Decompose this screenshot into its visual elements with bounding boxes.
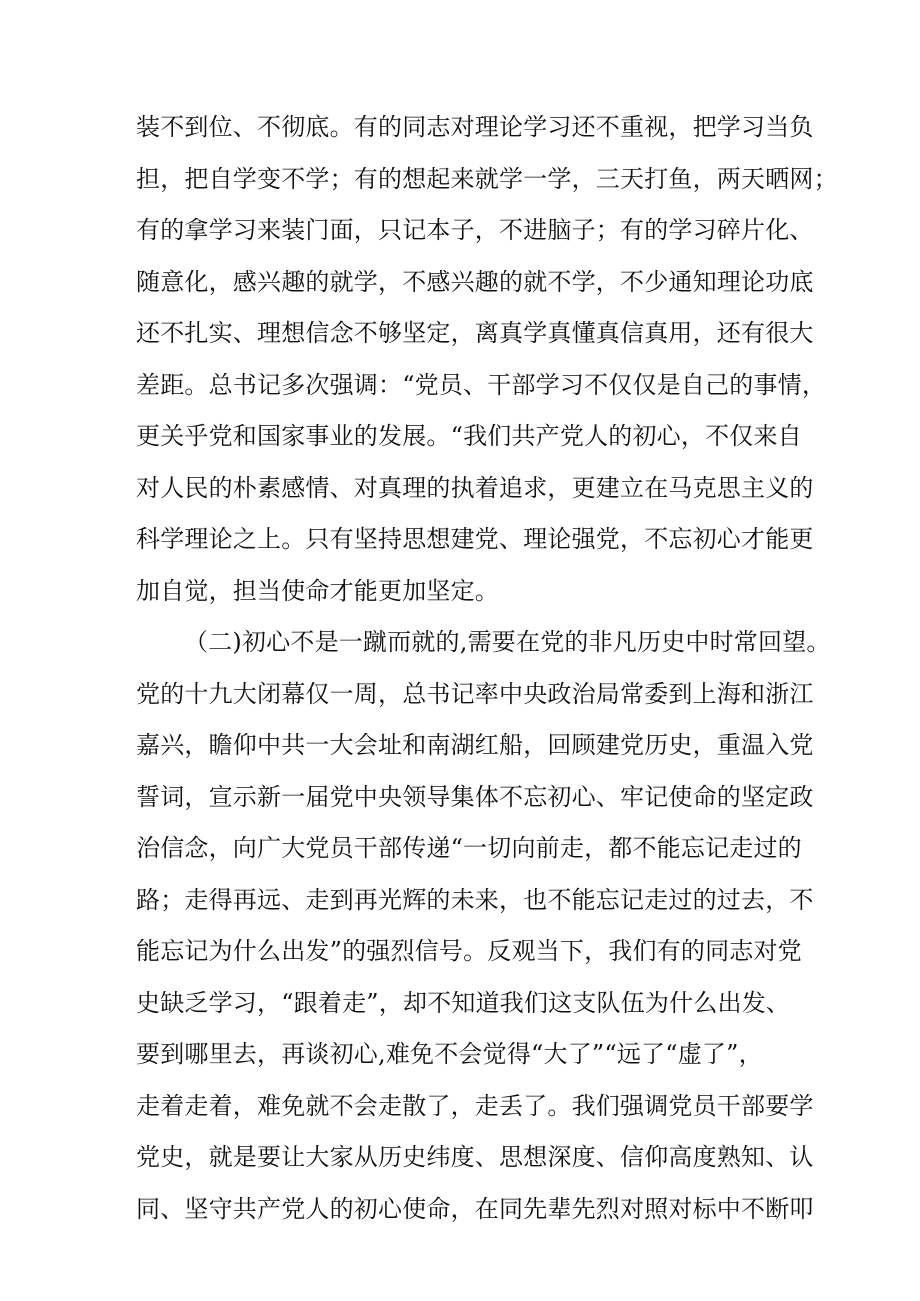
- text-line: 誓词，宣示新一届党中央领导集体不忘初心、牢记使命的坚定政: [136, 783, 814, 811]
- text-line: 党史，就是要让大家从历史纬度、思想深度、信仰高度熟知、认: [136, 1143, 814, 1171]
- text-line: 更关乎党和国家事业的发展。“我们共产党人的初心，不仅来自: [136, 422, 802, 450]
- text-line: 嘉兴，瞻仰中共一大会址和南湖红船，回顾建党历史，重温入党: [136, 731, 814, 759]
- text-line: 随意化，感兴趣的就学，不感兴趣的就不学，不少通知理论功底: [136, 268, 814, 296]
- text-line: 加自觉，担当使命才能更加坚定。: [136, 577, 499, 605]
- text-line: 党的十九大闭幕仅一周，总书记率中央政治局常委到上海和浙江: [136, 680, 814, 708]
- text-line: 治信念，向广大党员干部传递“一切向前走，都不能忘记走过的: [136, 834, 802, 862]
- text-line: 走着走着，难免就不会走散了，走丢了。我们强调党员干部要学: [136, 1092, 814, 1120]
- text-line: 史缺乏学习，“跟着走”，却不知道我们这支队伍为什么出发、: [136, 989, 791, 1017]
- text-line: 对人民的朴素感情、对真理的执着追求，更建立在马克思主义的: [136, 474, 814, 502]
- text-line: 能忘记为什么出发”的强烈信号。反观当下，我们有的同志对党: [136, 937, 802, 965]
- text-line: 科学理论之上。只有坚持思想建党、理论强党，不忘初心才能更: [136, 525, 814, 553]
- section-heading-line: （二)初心不是一蹴而就的,需要在党的非凡历史中时常回望。: [184, 628, 831, 656]
- text-line: 同、坚守共产党人的初心使命，在同先辈先烈对照对标中不断叩: [136, 1195, 814, 1223]
- text-line: 有的拿学习来装门面，只记本子，不进脑子；有的学习碎片化、: [136, 216, 814, 244]
- text-line: 装不到位、不彻底。有的同志对理论学习还不重视，把学习当负: [136, 113, 814, 141]
- text-line: 要到哪里去，再谈初心,难免不会觉得“大了”“远了“虚了”，: [136, 1040, 763, 1068]
- text-line: 差距。总书记多次强调：“党员、干部学习不仅仅是自己的事情，: [136, 371, 827, 399]
- text-line: 路；走得再远、走到再光辉的未来，也不能忘记走过的过去，不: [136, 886, 814, 914]
- text-line: 担，把自学变不学；有的想起来就学一学，三天打鱼，两天晒网；: [136, 165, 838, 193]
- text-line: 还不扎实、理想信念不够坚定，离真学真懂真信真用，还有很大: [136, 319, 814, 347]
